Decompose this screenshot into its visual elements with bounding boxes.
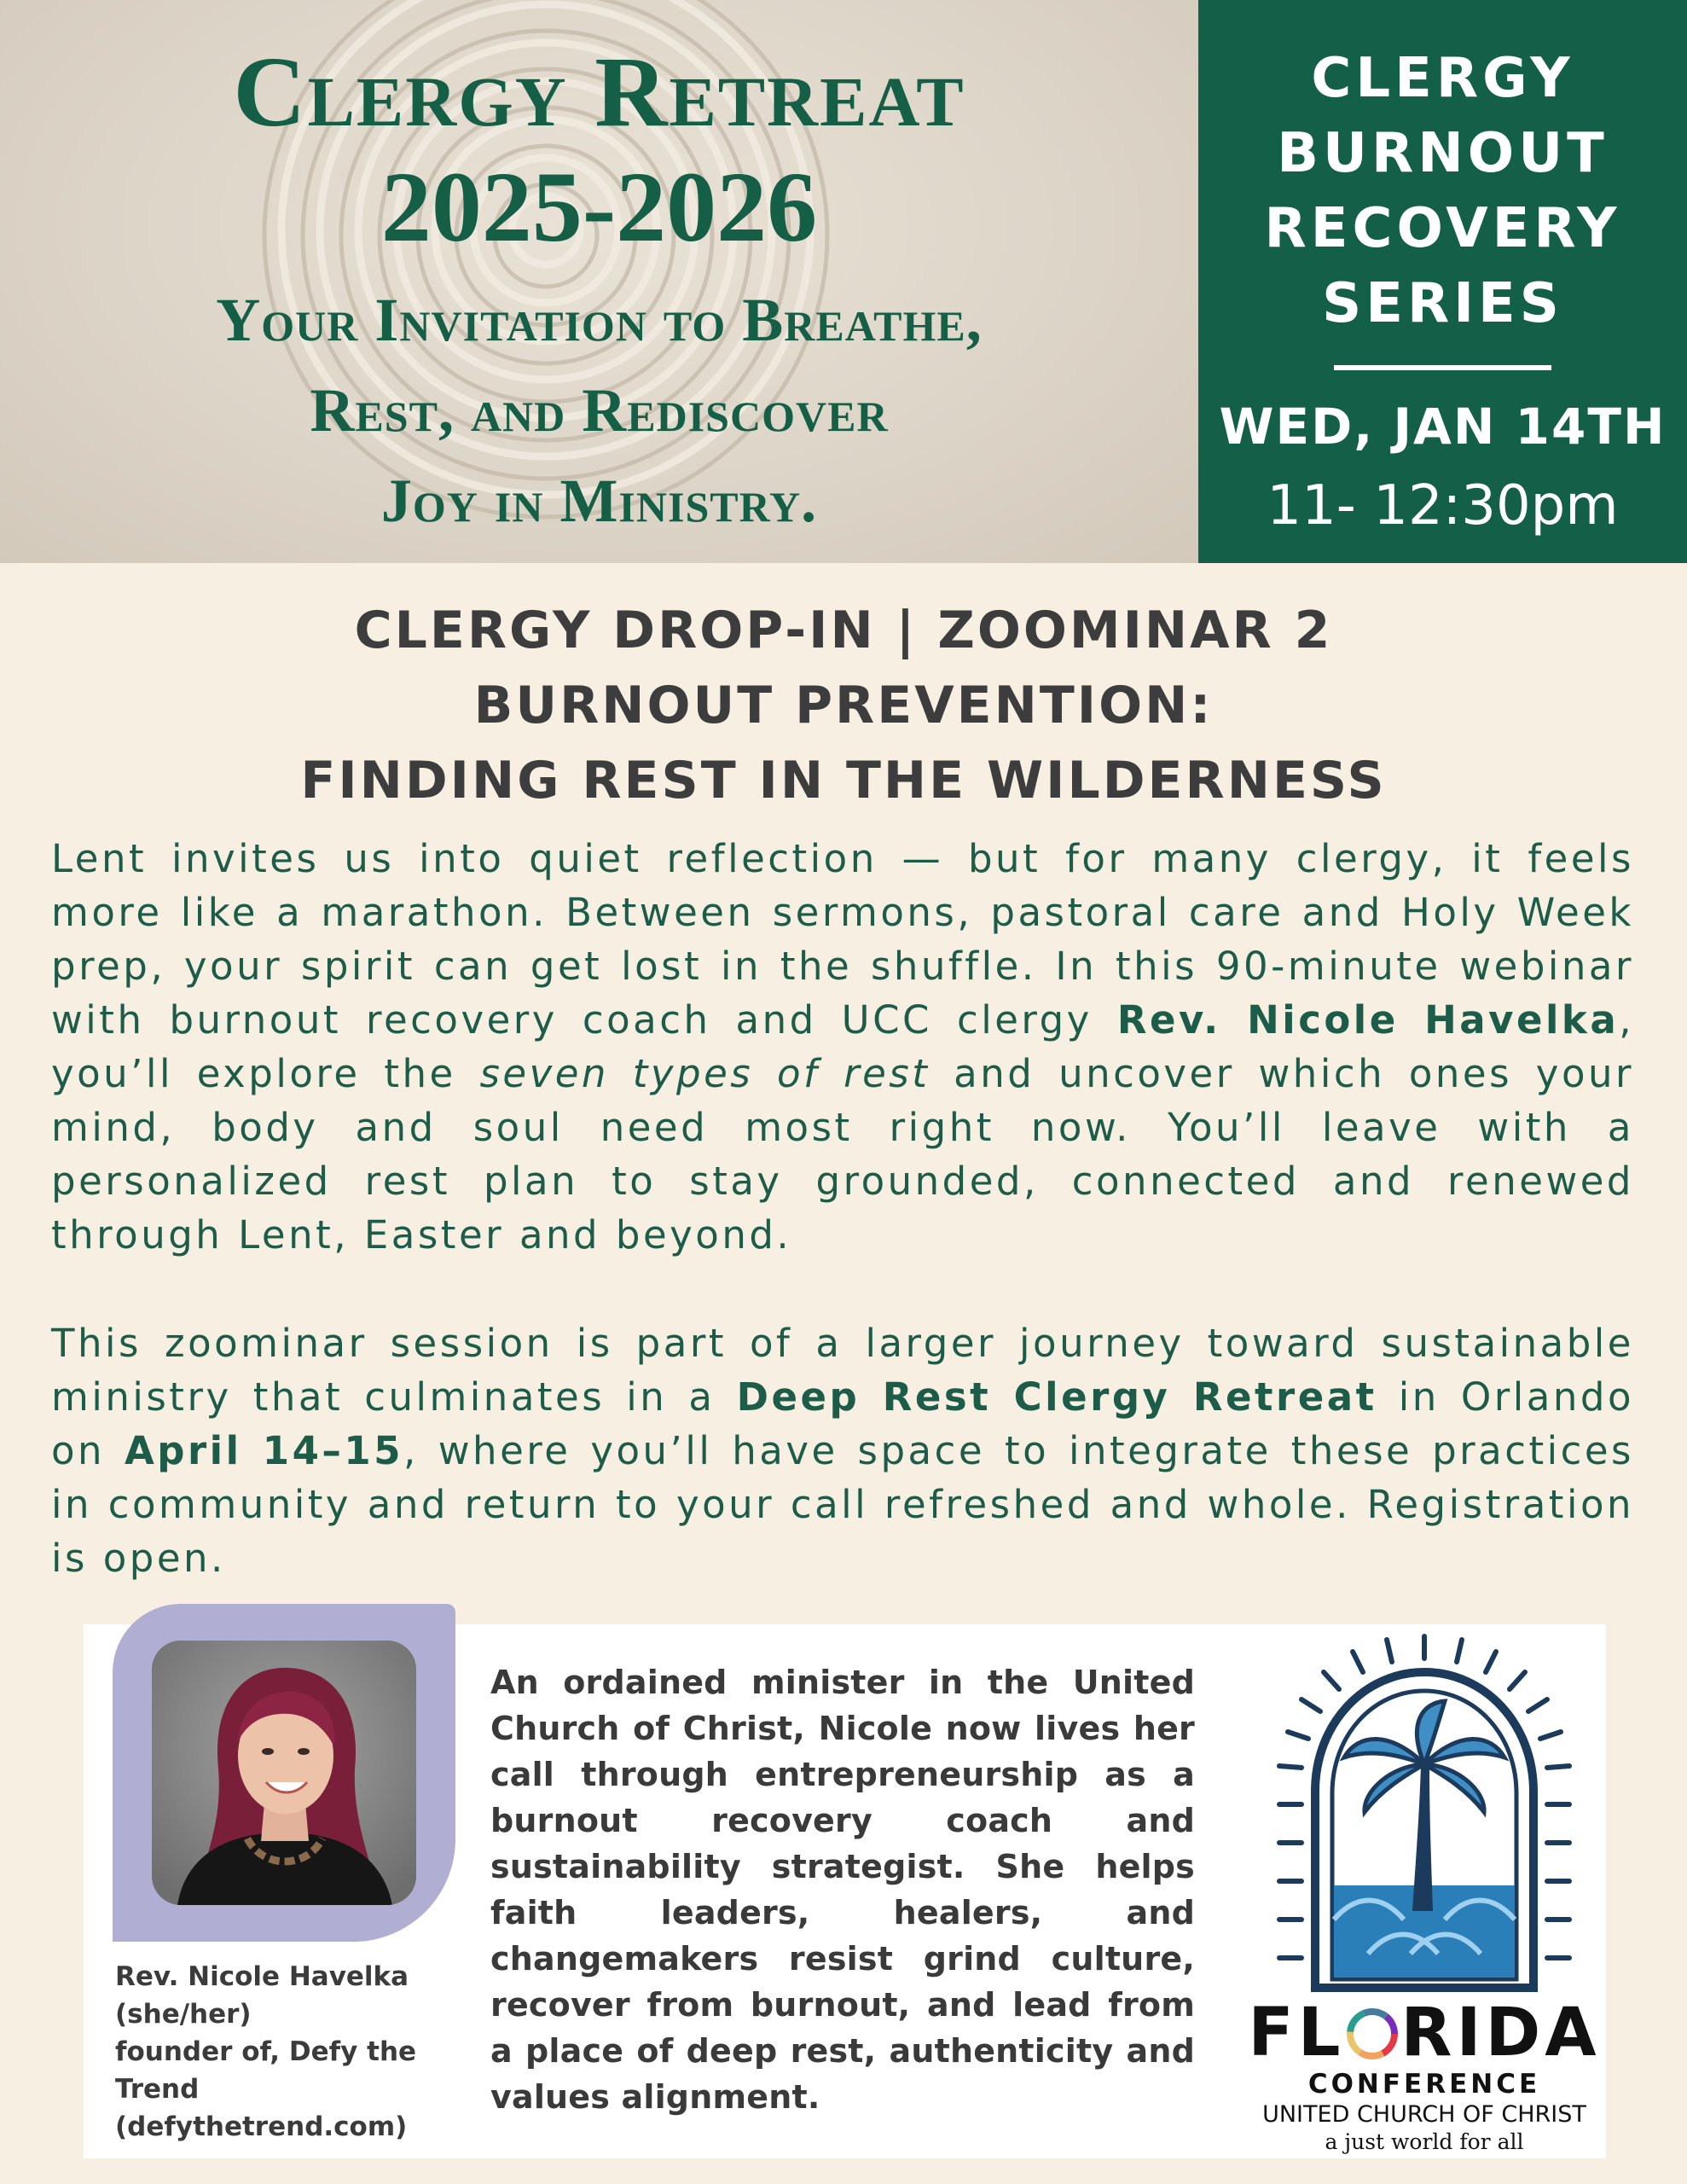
bio-caption-line: (defythetrend.com) (115, 2111, 408, 2142)
bio-caption-line: Trend (115, 2074, 200, 2105)
bio-text: An ordained minister in the United Church of Christ, Nicole now lives her call through entrepreneurship as a burnout recovery coach and sustainability strategist. She helps faith leaders, healers, and changemakers resist grind culture, recover from burnout, and lead from a place of deep rest, authenticity and values alignment. (490, 1664, 1195, 2116)
logo-wordmark-start: FL (1248, 1995, 1345, 2071)
series-title-line: SERIES (1322, 272, 1563, 335)
bio-caption (115, 1958, 439, 2146)
hero-text (0, 34, 1198, 546)
session-heading-line: CLERGY DROP-IN | ZOOMINAR 2 (354, 601, 1333, 660)
portrait-icon (152, 1641, 416, 1905)
hero-title: Clergy Retreat (233, 36, 965, 148)
journey-text: in Orlando on (51, 1374, 1634, 1473)
retreat-dates: April 14–15 (124, 1428, 404, 1473)
zen-sand-ripples-image (0, 0, 1198, 563)
header-banner (0, 0, 1687, 563)
rest-types-emphasis: seven types of rest (479, 1051, 930, 1096)
palm-tree-arch-emblem-icon (1262, 1629, 1586, 1996)
series-title-line: CLERGY (1311, 47, 1574, 110)
hero-years: 2025-2026 (380, 151, 818, 263)
journey-paragraph (51, 1316, 1634, 1585)
florida-conference-logo (1245, 1629, 1603, 2158)
series-divider (1334, 365, 1551, 370)
bio-caption-line: Rev. Nicole Havelka (115, 1961, 409, 1992)
session-heading (0, 593, 1687, 818)
series-info-box (1198, 0, 1687, 563)
journey-text: This zoominar session is part of a larger journey toward sustainable ministry that culminates in a (51, 1321, 1634, 1420)
series-title-line: RECOVERY (1264, 197, 1621, 260)
journey-text: , where you’ll have space to integrate these practices in community and return to your call refreshed and whole. Registration is open. (51, 1428, 1635, 1581)
bio-caption-line: founder of, Defy the (115, 2036, 417, 2067)
logo-conference: CONFERENCE (1307, 2069, 1541, 2100)
logo-wordmark-end: RIDA (1400, 1995, 1601, 2071)
portrait-photo (152, 1641, 416, 1905)
series-time: 11- 12:30pm (1267, 474, 1619, 537)
retreat-name: Deep Rest Clergy Retreat (736, 1374, 1377, 1420)
logo-wordmark (1245, 1995, 1603, 2071)
rainbow-swirl-o-icon (1346, 2007, 1399, 2060)
session-heading-line: BURNOUT PREVENTION: (473, 676, 1214, 735)
intro-text: and uncover which ones your mind, body and soul need most right now. You’ll leave with a personalized rest plan to stay grounded, connected and renewed through Lent, Easter and beyond. (51, 1051, 1634, 1258)
logo-ucc: UNITED CHURCH OF CHRIST (1262, 2101, 1586, 2128)
intro-paragraph (51, 832, 1634, 1262)
series-title (1198, 41, 1687, 341)
hero-subtitle (0, 275, 1198, 546)
presenter-name: Rev. Nicole Havelka (1116, 997, 1620, 1043)
intro-text: , you’ll explore the (51, 997, 1635, 1096)
hero-subtitle-line: Rest, and Rediscover (310, 376, 889, 444)
session-heading-line: FINDING REST IN THE WILDERNESS (300, 751, 1387, 810)
hero-subtitle-line: Your Invitation to Breathe, (216, 286, 983, 354)
intro-text: Lent invites us into quiet reflection — but for many clergy, it feels more like a marathon. Between sermons, pastoral care and Holy Week prep, your spirit can get lost in the shuffle. In this 90-minute webinar with burnout recovery coach and UCC clergy (51, 836, 1634, 1043)
hero-subtitle-line: Joy in Ministry. (380, 467, 818, 535)
series-title-line: BURNOUT (1277, 122, 1609, 185)
logo-tagline: a just world for all (1325, 2129, 1524, 2154)
series-date: WED, JAN 14TH (1219, 398, 1667, 456)
bio-caption-line: (she/her) (115, 1999, 252, 2030)
